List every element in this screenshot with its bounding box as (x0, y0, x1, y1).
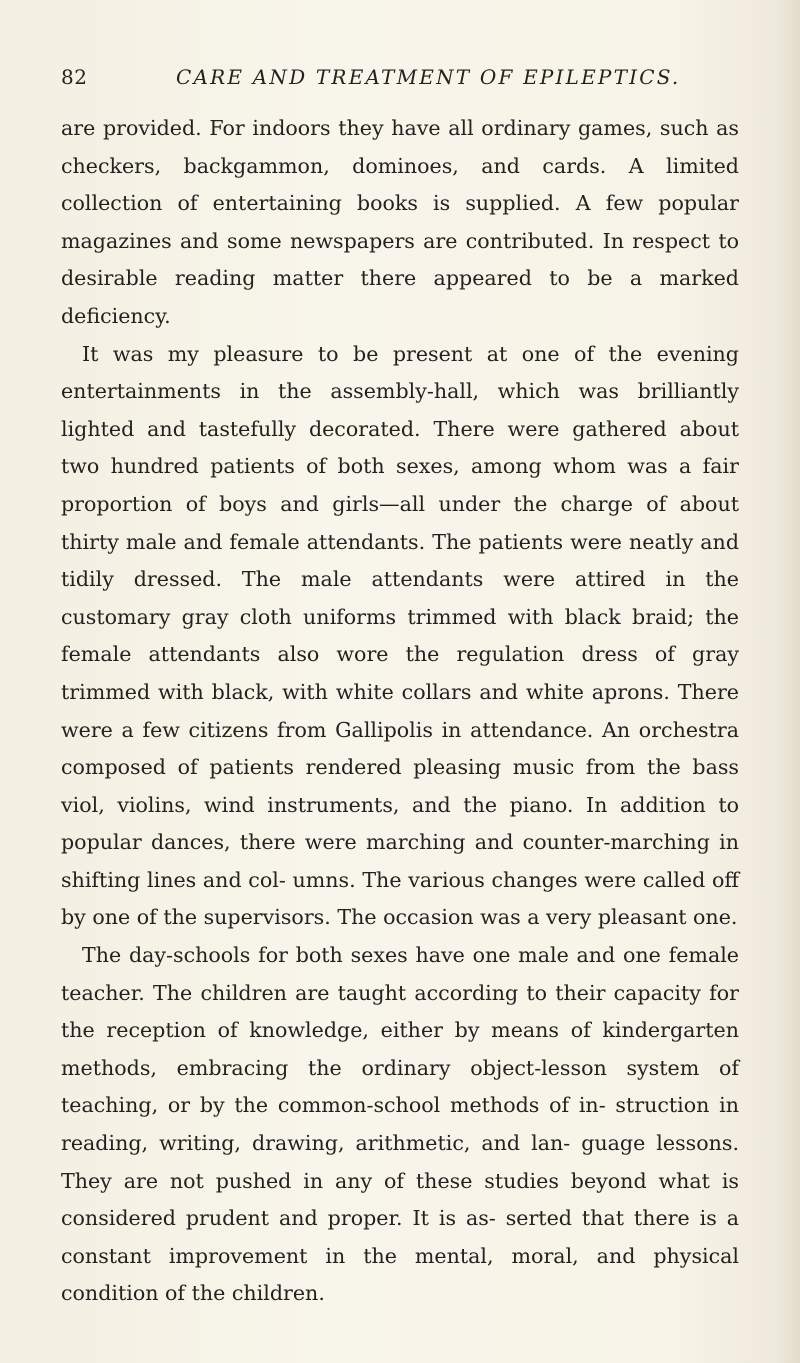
paragraph-day-schools: The day-schools for both sexes have one male and one female teacher. The children are taught according to their capacity for the reception of knowledge, either by means of kindergarten methods, embracing the ordinary object-lesson system of teaching, or by the common-school methods of in- struction in reading, writing, drawing, arithmetic, and lan- guage lessons. They are not pushed in any of these studies beyond what is considered prudent and proper. It is as- serted that there is a constant improvement in the mental, moral, and physical condition of the children. (61, 943, 739, 1306)
paragraph-evening-entertainment: It was my pleasure to be present at one of the evening entertainments in the assembly-hall, which was brilliantly lighted and tastefully decorated. There were gathered about two hundred patients of both sexes, among whom was a fair proportion of boys and girls—all under the charge of about thirty male and female attendants. The patients were neatly and tidily dressed. The male attendants were attired in the customary gray cloth uniforms trimmed with black braid; the female attendants also wore the regulation dress of gray trimmed with black, with white collars and white aprons. There were a few citizens from Gallipolis in attendance. An orchestra composed of patients rendered pleasing music from the bass viol, violins, wind instruments, and the piano. In addition to popular dances, there were marching and counter-marching in shifting lines and col- umns. The various changes were called off by one of the supervisors. The occasion was a very pleasant one. (61, 341, 739, 930)
running-head (61, 60, 741, 94)
paragraph-continued: are provided. For indoors they have all ordinary games, such as checkers, backgammon, dominoes, and cards. A limited collection of entertaining books is supplied. A few popular magazines and some newspapers are contributed. In respect to desirable reading matter there appeared to be a marked deficiency. (61, 116, 739, 328)
page-edge-shadow (778, 0, 800, 1363)
running-head-title: CARE AND TREATMENT OF EPILEPTICS. (176, 65, 681, 89)
page-number: 82 (61, 65, 88, 89)
body-text (61, 110, 739, 1313)
